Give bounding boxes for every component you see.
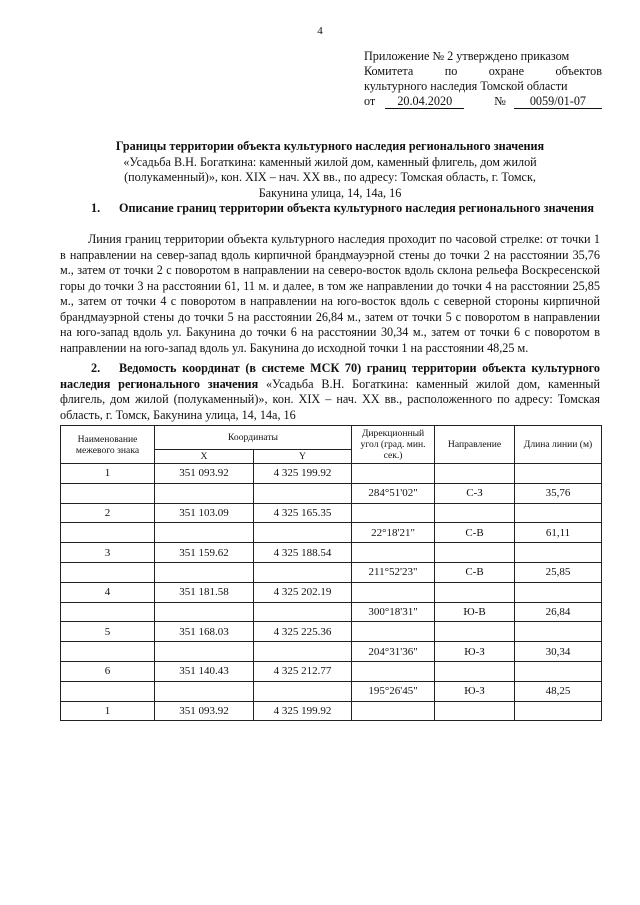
title-line-4: Бакунина улица, 14, 14а, 16: [258, 185, 402, 200]
header-direction: Направление: [435, 426, 515, 464]
section-1-text: Линия границ территории объекта культурного наследия проходит по часовой стрелке: от точки 1 в направлении на север-запад вдоль кирпичной брандмауэрной стены до точки 2 на расстоянии 35,76 м., затем от точки 2 с поворотом в направлении на северо-восток вдоль склона рельефа Воскресенской горы до точки 3 на расстоянии 61, 11 м. и далее, в том же направлении до точки 4 на расстоянии 25,85 м., затем от точки 4 с поворотом в направлении на юго-восток вдоль с северной стороны кирпичной брандмауэрной стены до точки 5 на расстоянии 26,84 м., затем от точки 5 с поворотом в направлении на юго-запад вдоль ул. Бакунина до точки 6 на расстоянии 30,34 м., затем от точки 6 с поворотом в направлении на юго-запад вдоль ул. Бакунина до исходной точки 1 на расстоянии 48,25 м.: [60, 232, 600, 355]
point-y: 4 325 188.54: [254, 543, 352, 563]
section-1-paragraph: [60, 232, 600, 356]
section-1-heading: [60, 201, 600, 217]
point-x: 351 093.92: [155, 464, 254, 484]
segment-direction: Ю-В: [435, 602, 515, 622]
header-x: X: [155, 450, 254, 464]
segment-angle: 204°31'36": [352, 642, 435, 662]
table-row-point: [61, 543, 602, 563]
segment-angle: 211°52'23": [352, 562, 435, 582]
title-line-3: (полукаменный)», кон. XIX – нач. XX вв., по адресу: Томская область, г. Томск,: [124, 170, 536, 184]
segment-direction: Ю-З: [435, 681, 515, 701]
order-number: 0059/01-07: [514, 95, 602, 109]
point-name: 5: [61, 622, 155, 642]
segment-direction: Ю-З: [435, 642, 515, 662]
header-coords: Координаты: [155, 426, 352, 450]
segment-length: 26,84: [515, 602, 602, 622]
table-row-point: [61, 464, 602, 484]
table-row-point: [61, 701, 602, 721]
table-row-segment: [61, 483, 602, 503]
segment-angle: 22°18'21": [352, 523, 435, 543]
segment-angle: 300°18'31": [352, 602, 435, 622]
section-2-number: 2.: [91, 361, 101, 375]
document-title: [60, 139, 600, 201]
segment-angle: 195°26'45": [352, 681, 435, 701]
header-name: Наименование межевого знака: [61, 426, 155, 464]
point-x: 351 181.58: [155, 582, 254, 602]
approval-date-line: [364, 94, 602, 109]
point-y: 4 325 202.19: [254, 582, 352, 602]
header-length: Длина линии (м): [515, 426, 602, 464]
point-x: 351 159.62: [155, 543, 254, 563]
table-row-point: [61, 582, 602, 602]
table-row-segment: [61, 602, 602, 622]
approval-line-1: Приложение № 2 утверждено приказом: [364, 49, 570, 63]
table-row-segment: [61, 681, 602, 701]
segment-length: 25,85: [515, 562, 602, 582]
from-label: от: [364, 94, 376, 108]
point-x: 351 168.03: [155, 622, 254, 642]
table-row-segment: [61, 523, 602, 543]
segment-length: 30,34: [515, 642, 602, 662]
table-row-segment: [61, 562, 602, 582]
point-x: 351 103.09: [155, 503, 254, 523]
point-x: 351 093.92: [155, 701, 254, 721]
approval-line-3: культурного наследия Томской области: [364, 79, 568, 93]
segment-direction: С-З: [435, 483, 515, 503]
segment-angle: 284°51'02": [352, 483, 435, 503]
point-name: 6: [61, 661, 155, 681]
point-y: 4 325 225.36: [254, 622, 352, 642]
table-row-segment: [61, 642, 602, 662]
point-name: 4: [61, 582, 155, 602]
segment-direction: С-В: [435, 523, 515, 543]
approval-date: 20.04.2020: [385, 95, 464, 109]
title-line-2: «Усадьба В.Н. Богаткина: каменный жилой дом, каменный флигель, дом жилой: [123, 154, 537, 169]
page-number: 4: [317, 25, 323, 37]
point-name: 1: [61, 701, 155, 721]
segment-direction: С-В: [435, 562, 515, 582]
approval-block: [364, 49, 602, 109]
section-2-heading: [60, 361, 600, 423]
table-row-point: [61, 622, 602, 642]
segment-length: 35,76: [515, 483, 602, 503]
table-row-point: [61, 661, 602, 681]
point-name: 3: [61, 543, 155, 563]
point-y: 4 325 212.77: [254, 661, 352, 681]
section-2-title-bold: Ведомость координат (в системе МСК 70) границ территории объекта культурного наследия регионального значения: [60, 361, 600, 391]
approval-line-2: Комитета по охране объектов: [364, 64, 602, 78]
number-label: №: [494, 94, 506, 108]
coordinates-table: [60, 425, 602, 721]
header-y: Y: [254, 450, 352, 464]
point-y: 4 325 199.92: [254, 464, 352, 484]
point-y: 4 325 165.35: [254, 503, 352, 523]
section-1-title: Описание границ территории объекта культурного наследия регионального значения: [119, 201, 595, 215]
point-name: 2: [61, 503, 155, 523]
table-header-row: [61, 426, 602, 450]
section-1-number: 1.: [91, 201, 101, 215]
title-heading: Границы территории объекта культурного наследия регионального значения: [115, 139, 545, 153]
point-name: 1: [61, 464, 155, 484]
segment-length: 61,11: [515, 523, 602, 543]
section-2-title-rest: «Усадьба В.Н. Богаткина: каменный жилой дом, каменный флигель, дом жилой (полукаменный)», кон. XIX – нач. XX вв., расположенного по адресу: Томская область, г. Томск, Бакунина улица, 14, 14а, 16: [60, 376, 600, 422]
header-angle: Дирекционный угол (град. мин. сек.): [352, 426, 435, 464]
table-row-point: [61, 503, 602, 523]
segment-length: 48,25: [515, 681, 602, 701]
point-y: 4 325 199.92: [254, 701, 352, 721]
point-x: 351 140.43: [155, 661, 254, 681]
